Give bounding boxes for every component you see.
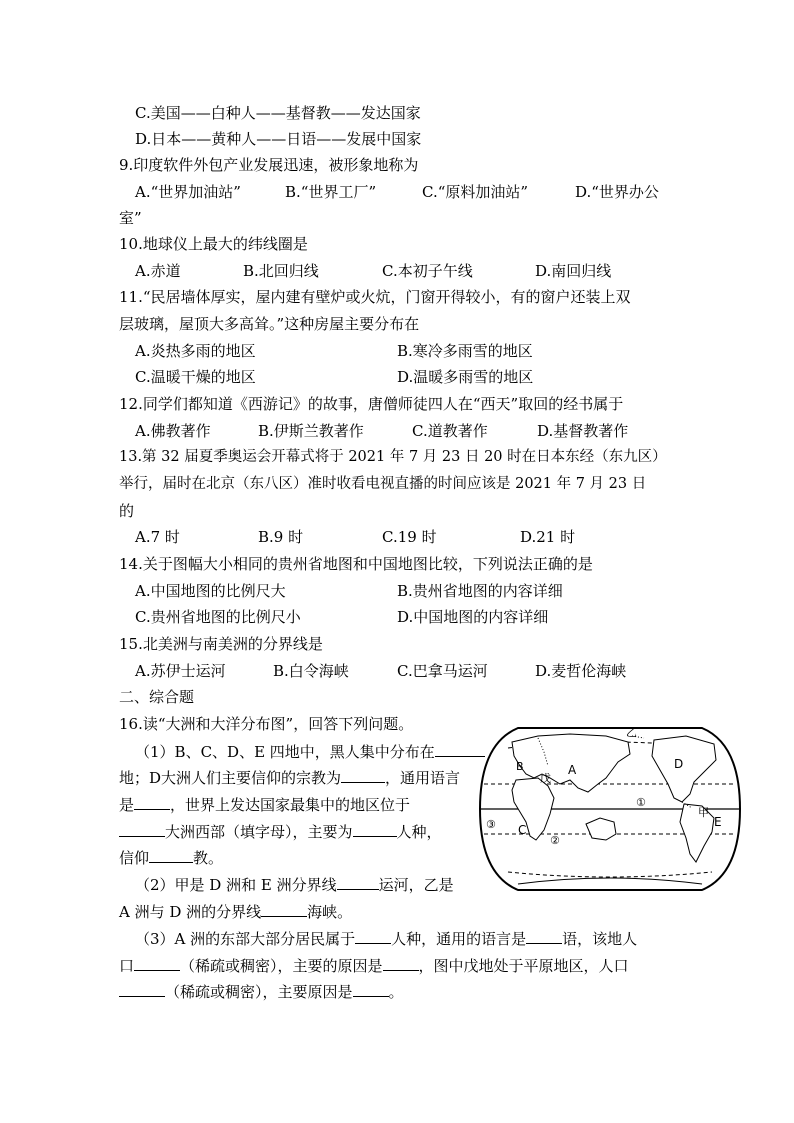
q15-option-d: D.麦哲伦海峡 [535,662,627,680]
q16-part1-text-i: 教。 [193,849,224,867]
q10-option-d: D.南回归线 [535,262,612,280]
q12-option-b: B.伊斯兰教著作 [258,422,364,440]
q16-part1-line5 [119,847,223,868]
q16-part1-text-g: 人种， [396,823,442,841]
q8-option-d: D.日本——黄种人——日语——发展中国家 [135,130,422,148]
q16-part2-text-d: 海峡。 [307,903,353,921]
q16-part1-line2 [119,767,460,788]
q15-option-b: B.白令海峡 [273,662,349,680]
q16-part3-text-h: 。 [388,983,404,1001]
q13-stem-line3: 的 [119,502,135,520]
q16-part2-text-c: A 洲与 D 洲的分界线 [119,903,262,921]
q16-part1-line3 [119,794,410,815]
answer-blank[interactable] [134,794,170,810]
q15-stem: 15.北美洲与南美洲的分界线是 [119,635,323,653]
q16-part1-text-e: ，世界上发达国家最集中的地区位于 [170,796,411,814]
label-a: A [568,763,577,777]
q10-option-a: A.赤道 [135,262,181,280]
answer-blank[interactable] [341,767,385,783]
label-b: B [516,760,524,773]
q16-part1-line4 [119,821,442,842]
q9-option-d-continued: 室” [119,209,142,227]
label-c: C [518,823,527,837]
label-jia: 甲 [698,806,709,819]
q10-stem: 10.地球仪上最大的纬线圈是 [119,235,308,253]
q16-part3-text-d: 口 [119,957,135,975]
q16-stem: 16.读“大洲和大洋分布图”，回答下列问题。 [119,715,414,733]
q9-option-b: B.“世界工厂” [285,183,377,201]
q14-option-d: D.中国地图的内容详细 [397,608,549,626]
q13-option-d: D.21 时 [520,528,576,546]
q9-option-d: D.“世界办公 [575,183,659,201]
q14-stem: 14.关于图幅大小相同的贵州省地图和中国地图比较，下列说法正确的是 [119,555,593,573]
world-map-graphic [478,722,742,896]
label-d: D [674,757,684,771]
q9-option-c: C.“原料加油站” [422,183,529,201]
q11-stem-line2: 层玻璃，屋顶大多高耸。”这种房屋主要分布在 [119,315,420,333]
q13-option-c: C.19 时 [382,528,437,546]
q16-part3-line1 [135,928,637,949]
q9-option-a: A.“世界加油站” [135,183,241,201]
q11-option-a: A.炎热多雨的地区 [135,342,256,360]
answer-blank[interactable] [353,981,389,997]
q16-part3-text-a: （3）A 洲的东部大部分居民属于 [135,930,356,948]
q16-part2-line1 [135,874,454,895]
q16-part1-text-c: ，通用语言 [385,769,461,787]
q16-part1-text-d: 是 [119,796,135,814]
q16-part3-text-e: （稀疏或稠密），主要的原因是 [180,957,383,975]
q16-part2-text-b: 运河，乙是 [378,876,454,894]
q13-stem-line1: 13.第 32 届夏季奥运会开幕式将于 2021 年 7 月 23 日 20 时在日本东经（东九区） [119,449,667,465]
q12-option-a: A.佛教著作 [135,422,211,440]
q10-option-c: C.本初子午线 [382,262,473,280]
q11-option-d: D.温暖多雨雪的地区 [397,368,534,386]
answer-blank[interactable] [261,901,307,917]
q14-option-a: A.中国地图的比例尺大 [135,582,286,600]
q16-part1-text-h: 信仰 [119,849,150,867]
q16-part3-text-c: 语，该地人 [562,930,638,948]
label-ocean-2: ② [550,834,560,847]
q15-option-a: A.苏伊士运河 [135,662,226,680]
q14-option-c: C.贵州省地图的比例尺小 [135,608,301,626]
q14-option-b: B.贵州省地图的内容详细 [397,582,563,600]
q16-part2-text-a: （2）甲是 D 洲和 E 洲分界线 [135,876,337,894]
answer-blank[interactable] [337,874,379,890]
q16-part3-line3 [119,981,404,1002]
label-ocean-1: ① [636,796,646,809]
q12-option-d: D.基督教著作 [537,422,629,440]
world-map [478,722,742,896]
q16-part2-line2 [119,901,352,922]
section-heading: 二、综合题 [119,688,195,706]
q12-option-c: C.道教著作 [412,422,488,440]
answer-blank[interactable] [119,981,165,997]
q8-option-c: C.美国——白种人——基督教——发达国家 [135,104,421,122]
answer-blank[interactable] [355,928,391,944]
q16-part3-text-f: ，图中戊地处于平原地区，人口 [418,957,629,975]
answer-blank[interactable] [134,955,180,971]
q16-part1-text-a: （1）B、C、D、E 四地中，黑人集中分布在 [135,743,435,761]
q15-option-c: C.巴拿马运河 [397,662,488,680]
q9-stem: 9.印度软件外包产业发展迅速，被形象地称为 [119,156,419,174]
answer-blank[interactable] [383,955,419,971]
q13-stem-line2: 举行，届时在北京（东八区）准时收看电视直播的时间应该是 2021 年 7 月 23 日 [119,476,647,492]
q10-option-b: B.北回归线 [243,262,319,280]
q16-part1-text-b: 地；D大洲人们主要信仰的宗教为 [119,769,342,787]
q16-part1-line1 [135,741,485,762]
answer-blank[interactable] [149,847,193,863]
q11-stem-line1: 11.“民居墙体厚实，屋内建有壁炉或火炕，门窗开得较小，有的窗户还装上双 [119,288,631,306]
q11-option-c: C.温暖干燥的地区 [135,368,256,386]
answer-blank[interactable] [119,821,165,837]
label-e: E [714,815,722,829]
q16-part1-text-f: 大洲西部（填字母），主要为 [165,823,353,841]
answer-blank[interactable] [526,928,562,944]
q13-option-a: A.7 时 [135,528,180,546]
answer-blank[interactable] [353,821,397,837]
label-ocean-3: ③ [486,818,496,831]
label-yi: 乙 [626,726,637,739]
q16-part3-text-g: （稀疏或稠密），主要原因是 [165,983,353,1001]
q16-part3-line2 [119,955,629,976]
q12-stem: 12.同学们都知道《西游记》的故事，唐僧师徒四人在“西天”取回的经书属于 [119,395,624,413]
q13-option-b: B.9 时 [258,528,304,546]
label-wu: 戊 [540,772,551,785]
q16-part3-text-b: 人种，通用的语言是 [391,930,527,948]
q11-option-b: B.寒冷多雨雪的地区 [397,342,533,360]
